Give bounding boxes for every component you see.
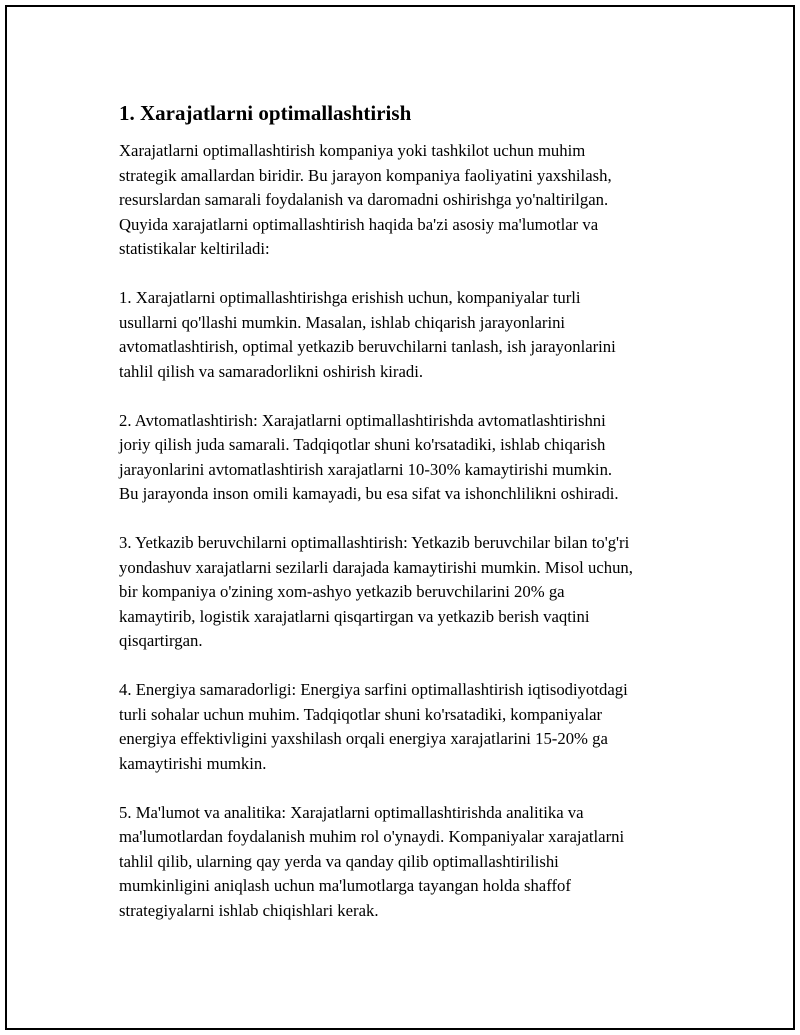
document-title: 1. Xarajatlarni optimallashtirish xyxy=(119,101,412,125)
paragraph-item-3-suppliers: 3. Yetkazib beruvchilarni optimallashtirish: Yetkazib beruvchilar bilan to'g'ri yondashuv xarajatlarni sezilarli darajada kamaytirishi mumkin. Misol uchun, bir kompaniya o'zining xom-ashyo yetkazib beruvchilarini 20% ga kamaytirib, logistik xarajatlarni qisqartirgan va yetkazib berish vaqtini qisqartirgan. xyxy=(119,533,633,650)
paragraph-item-5-analytics: 5. Ma'lumot va analitika: Xarajatlarni optimallashtirishda analitika va ma'lumotlardan foydalanish muhim rol o'ynaydi. Kompaniyalar xarajatlarni tahlil qilib, ularning qay yerda va qanday qilib optimallashtirilishi mumkinligini aniqlash uchun ma'lumotlarga tayangan holda shaffof strategiyalarni ishlab chiqishlari kerak. xyxy=(119,802,625,920)
paragraph-item-2-automation: 2. Avtomatlashtirish: Xarajatlarni optimallashtirishda avtomatlashtirishni joriy qilish juda samarali. Tadqiqotlar shuni ko'rsatadiki, ishlab chiqarish jarayonlarini avtomatlashtirish xarajatlarni 10-30% kamaytirishi mumkin. Bu jarayonda inson omili kamayadi, bu esa sifat va ishonchlilikni oshiradi. xyxy=(119,410,619,503)
page-frame xyxy=(5,5,795,1030)
document-body xyxy=(119,99,709,948)
intro-paragraph: Xarajatlarni optimallashtirish kompaniya yoki tashkilot uchun muhim strategik amallardan biridir. Bu jarayon kompaniya faoliyatini yaxshilash, resurslardan samarali foydalanish va daromadni oshirishga yo'naltirilgan. Quyida xarajatlarni optimallashtirish haqida ba'zi asosiy ma'lumotlar va statistikalar keltiriladi: xyxy=(119,141,612,258)
paragraph-item-1: 1. Xarajatlarni optimallashtirishga erishish uchun, kompaniyalar turli usullarni qo'llashi mumkin. Masalan, ishlab chiqarish jarayonlarini avtomatlashtirish, optimal yetkazib beruvchilarni tanlash, ish jarayonlarini tahlil qilish va samaradorlikni oshirish kiradi. xyxy=(119,288,616,381)
paragraph-item-4-energy: 4. Energiya samaradorligi: Energiya sarfini optimallashtirish iqtisodiyotdagi turli sohalar uchun muhim. Tadqiqotlar shuni ko'rsatadiki, kompaniyalar energiya effektivligini yaxshilash orqali energiya xarajatlarini 15-20% ga kamaytirishi mumkin. xyxy=(119,680,628,773)
